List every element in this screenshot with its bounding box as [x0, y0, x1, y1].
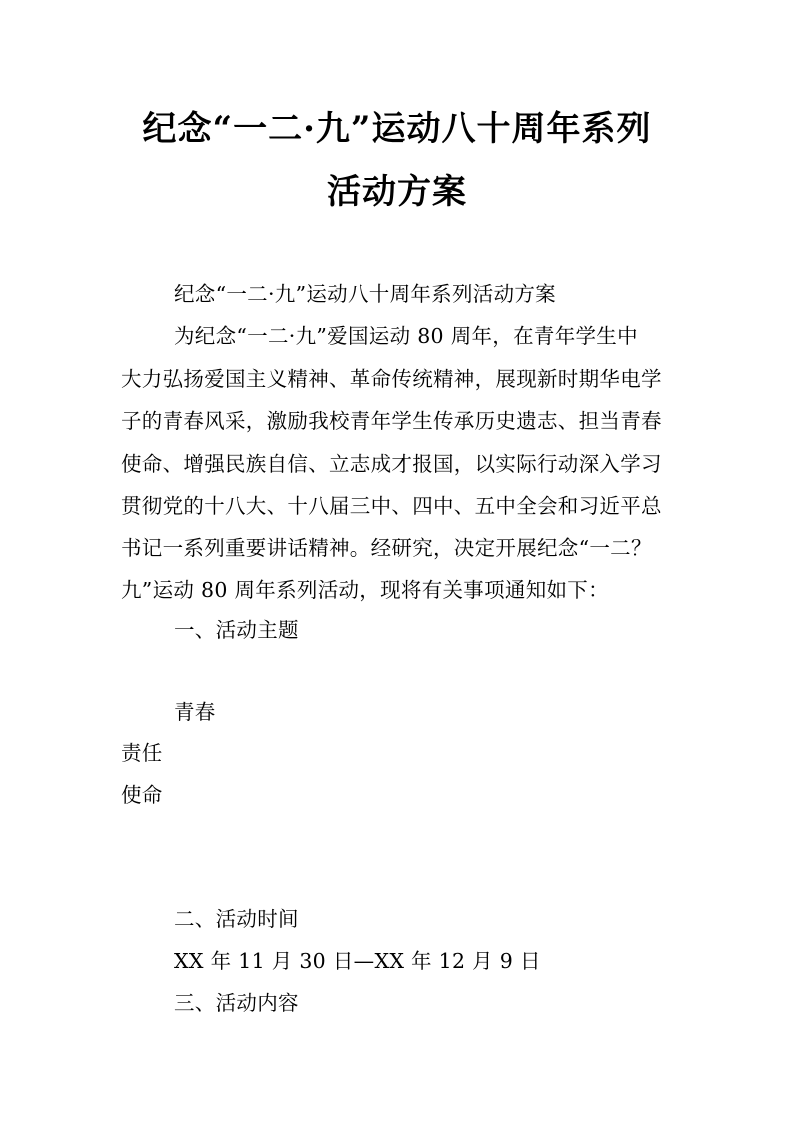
theme-item: 青春	[174, 700, 216, 724]
document-title-line-2: 活动方案	[327, 172, 467, 212]
intro-line: 九”运动 80 周年系列活动，现将有关事项通知如下：	[121, 578, 609, 602]
document-subtitle: 纪念“一二·九”运动八十周年系列活动方案	[174, 282, 556, 306]
section-heading-content: 三、活动内容	[174, 991, 299, 1015]
activity-time-value: XX 年 11 月 30 日—XX 年 12 月 9 日	[174, 949, 541, 973]
section-heading-time: 二、活动时间	[174, 907, 299, 931]
document-title-line-1: 纪念“一二·九”运动八十周年系列	[142, 109, 652, 149]
intro-line: 大力弘扬爱国主义精神、革命传统精神，展现新时期华电学	[121, 367, 662, 391]
intro-line: 使命、增强民族自信、立志成才报国，以实际行动深入学习	[121, 452, 662, 476]
intro-line: 为纪念“一二·九”爱国运动 80 周年，在青年学生中	[174, 324, 638, 348]
section-heading-theme: 一、活动主题	[174, 618, 299, 642]
intro-line: 子的青春风采，激励我校青年学生传承历史遗志、担当青春	[121, 409, 662, 433]
theme-item: 使命	[121, 783, 163, 807]
intro-line: 书记一系列重要讲话精神。经研究，决定开展纪念“一二？	[121, 536, 652, 560]
theme-item: 责任	[121, 741, 163, 765]
intro-line: 贯彻党的十八大、十八届三中、四中、五中全会和习近平总	[121, 494, 662, 518]
